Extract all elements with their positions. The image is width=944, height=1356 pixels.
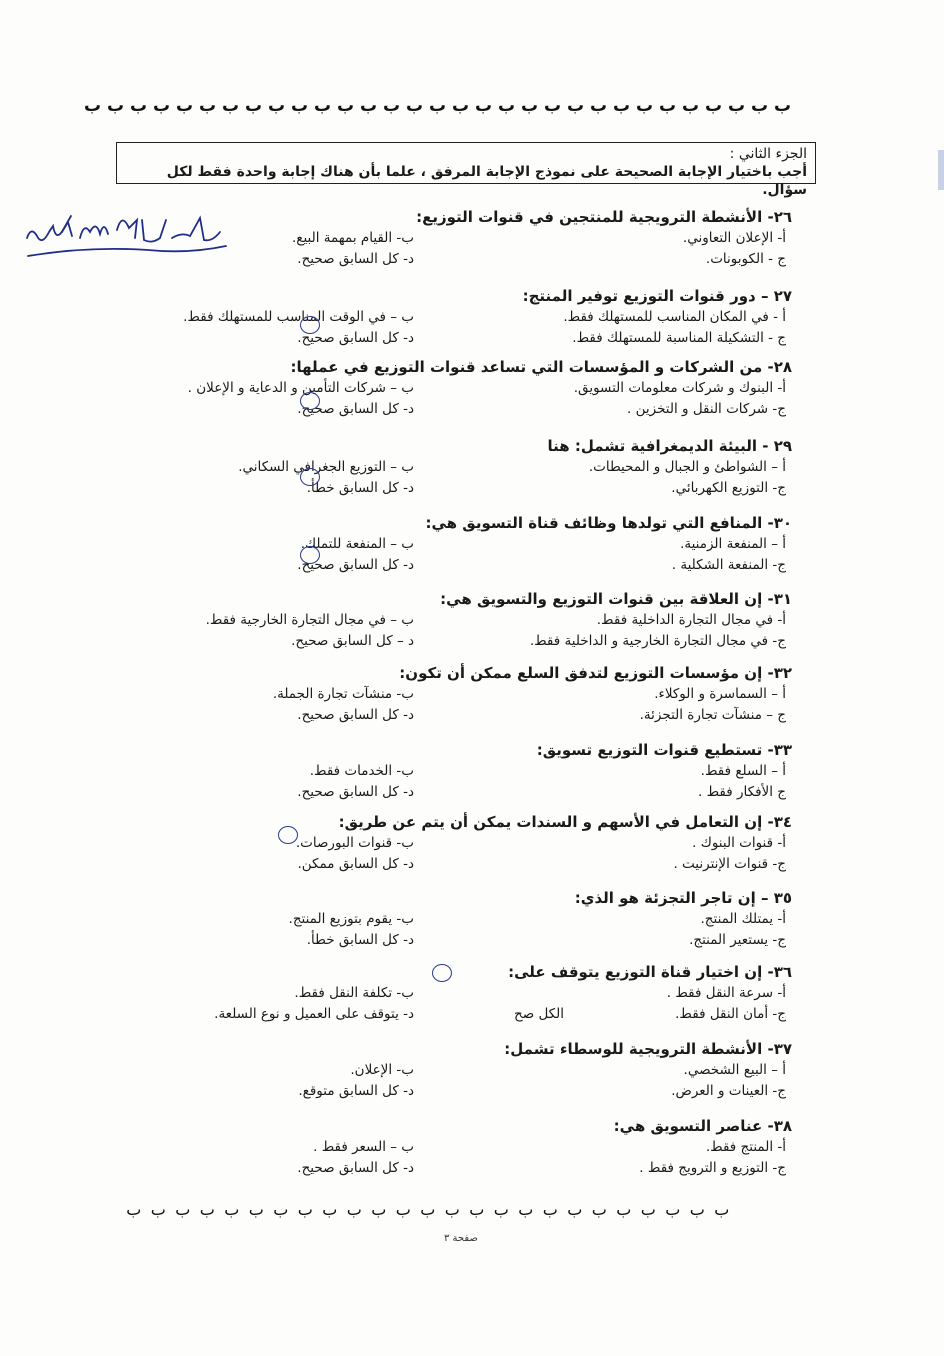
- option-c: ج الأفكار فقط .: [698, 784, 786, 800]
- option-d: د- كل السابق صحيح.: [297, 401, 414, 417]
- border-glyph: ب: [635, 96, 654, 116]
- answer-circle-mark: [432, 964, 452, 982]
- question-stem: ٣٤- إن التعامل في الأسهم و السندات يمكن أن يتم عن طريق:: [338, 813, 792, 831]
- border-glyph: ب: [493, 1200, 509, 1219]
- answer-circle-mark: [300, 468, 320, 486]
- border-glyph: ب: [129, 96, 148, 116]
- question-stem: ٣٣- تستطيع قنوات التوزيع تسويق:: [536, 741, 792, 759]
- border-glyph: ب: [640, 1200, 656, 1219]
- border-glyph: ب: [267, 96, 286, 116]
- border-glyph: ب: [428, 96, 447, 116]
- border-glyph: ب: [297, 1200, 313, 1219]
- border-glyph: ب: [451, 96, 470, 116]
- question-stem: ٢٩ - البيئة الديمغرافية تشمل: هنا: [547, 437, 792, 455]
- question-stem: ٣٦- إن اختيار قناة التوزيع يتوقف على:: [508, 963, 792, 981]
- bottom-border-row: [122, 1200, 735, 1219]
- section-instruction: أجب باختيار الإجابة الصحيحة على نموذج الإجابة المرفق ، علما بأن هناك إجابة واحدة فقط لكل سؤال.: [166, 164, 807, 198]
- option-b: ب- قنوات البورصات.: [295, 835, 414, 851]
- section-header-box: [116, 142, 816, 198]
- border-glyph: ب: [543, 96, 562, 116]
- answer-circle-mark: [300, 392, 320, 410]
- question-stem: ٢٧ – دور قنوات التوزيع توفير المنتج:: [522, 287, 792, 305]
- answer-circle-mark: [300, 546, 320, 564]
- border-glyph: ب: [773, 96, 792, 116]
- question-stem: ٢٦- الأنشطة الترويجية للمنتجين في قنوات التوزيع:: [416, 208, 792, 226]
- option-b: ب- الإعلان.: [350, 1062, 414, 1078]
- option-c: ج - التشكيلة المناسبة للمستهلك فقط.: [572, 330, 786, 346]
- border-glyph: ب: [198, 96, 217, 116]
- option-c: ج- شركات النقل و التخزين .: [627, 401, 786, 417]
- option-d: د- كل السابق خطأ.: [306, 480, 414, 496]
- page-number: صفحة ٣: [444, 1233, 478, 1244]
- border-glyph: ب: [469, 1200, 485, 1219]
- border-glyph: ب: [371, 1200, 387, 1219]
- border-glyph: ب: [175, 1200, 191, 1219]
- border-glyph: ب: [444, 1200, 460, 1219]
- border-glyph: ب: [221, 96, 240, 116]
- border-glyph: ب: [665, 1200, 681, 1219]
- option-c: ج- قنوات الإنترنيت .: [673, 856, 786, 872]
- option-c: ج- العينات و العرض.: [671, 1083, 786, 1099]
- border-glyph: ب: [567, 1200, 583, 1219]
- option-a: أ – البيع الشخصي.: [683, 1062, 786, 1078]
- option-b: ب- يقوم بتوزيع المنتج.: [288, 911, 414, 927]
- answer-circle-mark: [300, 316, 320, 334]
- border-glyph: ب: [658, 96, 677, 116]
- option-a: أ- في مجال التجارة الداخلية فقط.: [596, 612, 786, 628]
- option-d: د- كل السابق صحيح.: [297, 330, 414, 346]
- option-d: د – كل السابق صحيح.: [291, 633, 414, 649]
- border-glyph: ب: [591, 1200, 607, 1219]
- border-glyph: ب: [395, 1200, 411, 1219]
- border-glyph: ب: [336, 96, 355, 116]
- option-d: د- كل السابق ممكن.: [297, 856, 414, 872]
- border-glyph: ب: [616, 1200, 632, 1219]
- border-glyph: ب: [727, 96, 746, 116]
- option-b: ب- منشآت تجارة الجملة.: [272, 686, 414, 702]
- option-a: أ- الإعلان التعاوني.: [682, 230, 786, 246]
- option-a: أ - في المكان المناسب للمستهلك فقط.: [563, 309, 786, 325]
- border-glyph: ب: [290, 96, 309, 116]
- option-d: د- كل السابق صحيح.: [297, 557, 414, 573]
- option-a: أ – الشواطئ و الجبال و المحيطات.: [588, 459, 786, 475]
- option-b: ب – السعر فقط .: [313, 1139, 414, 1155]
- option-b: ب – التوزيع الجغرافي السكاني.: [238, 459, 414, 475]
- border-glyph: ب: [589, 96, 608, 116]
- option-b: ب – شركات التأمين و الدعاية و الإعلان .: [187, 380, 414, 396]
- option-c: ج- المنفعة الشكلية .: [671, 557, 786, 573]
- option-d: د- كل السابق صحيح.: [297, 251, 414, 267]
- border-glyph: ب: [714, 1200, 730, 1219]
- option-a: أ- يمتلك المنتج.: [700, 911, 786, 927]
- border-glyph: ب: [313, 96, 332, 116]
- border-glyph: ب: [704, 96, 723, 116]
- border-glyph: ب: [322, 1200, 338, 1219]
- option-c: ج- يستعير المنتج.: [689, 932, 786, 948]
- border-glyph: ب: [224, 1200, 240, 1219]
- handwritten-note: الكل صح: [513, 1006, 564, 1022]
- border-glyph: ب: [152, 96, 171, 116]
- handwritten-signature: [22, 208, 232, 268]
- option-b: ب – المنفعة للتملك.: [300, 536, 414, 552]
- border-glyph: ب: [689, 1200, 705, 1219]
- question-stem: ٢٨- من الشركات و المؤسسات التي تساعد قنوات التوزيع في عملها:: [290, 358, 792, 376]
- border-glyph: ب: [497, 96, 516, 116]
- option-c: ج- التوزيع و الترويج فقط .: [639, 1160, 786, 1176]
- section-title: الجزء الثاني :: [729, 146, 807, 162]
- option-a: أ – المنفعة الزمنية.: [680, 536, 786, 552]
- option-a: أ – السلع فقط.: [700, 763, 786, 779]
- question-stem: ٣٥ – إن تاجر التجزئة هو الذي:: [574, 889, 792, 907]
- border-glyph: ب: [248, 1200, 264, 1219]
- border-glyph: ب: [273, 1200, 289, 1219]
- option-d: د- كل السابق صحيح.: [297, 784, 414, 800]
- question-stem: ٣٢- إن مؤسسات التوزيع لتدفق السلع ممكن أن تكون:: [399, 664, 792, 682]
- option-b: ب – في الوقت المناسب للمستهلك فقط.: [183, 309, 414, 325]
- border-glyph: ب: [126, 1200, 142, 1219]
- option-c: ج- في مجال التجارة الخارجية و الداخلية فقط.: [529, 633, 786, 649]
- option-b: ب- الخدمات فقط.: [309, 763, 414, 779]
- option-a: أ- قنوات البنوك .: [692, 835, 786, 851]
- top-border-row: [81, 96, 794, 116]
- border-glyph: ب: [346, 1200, 362, 1219]
- option-d: د- يتوقف على العميل و نوع السلعة.: [214, 1006, 414, 1022]
- border-glyph: ب: [382, 96, 401, 116]
- border-glyph: ب: [199, 1200, 215, 1219]
- option-c: ج – منشآت تجارة التجزئة.: [639, 707, 786, 723]
- question-stem: ٣٧- الأنشطة الترويجية للوسطاء تشمل:: [504, 1040, 792, 1058]
- option-a: أ- البنوك و شركات معلومات التسويق.: [573, 380, 786, 396]
- border-glyph: ب: [681, 96, 700, 116]
- border-glyph: ب: [405, 96, 424, 116]
- border-glyph: ب: [612, 96, 631, 116]
- border-glyph: ب: [359, 96, 378, 116]
- option-d: د- كل السابق خطأ.: [306, 932, 414, 948]
- option-c: ج- أمان النقل فقط.: [675, 1006, 786, 1022]
- page-edge-shadow: [938, 150, 944, 190]
- option-b: ب – في مجال التجارة الخارجية فقط.: [205, 612, 414, 628]
- question-stem: ٣١- إن العلاقة بين قنوات التوزيع والتسويق هي:: [440, 590, 792, 608]
- option-d: د- كل السابق صحيح.: [297, 707, 414, 723]
- border-glyph: ب: [150, 1200, 166, 1219]
- border-glyph: ب: [750, 96, 769, 116]
- border-glyph: ب: [566, 96, 585, 116]
- option-c: ج- التوزيع الكهربائي.: [671, 480, 786, 496]
- option-d: د- كل السابق متوقع.: [298, 1083, 414, 1099]
- border-glyph: ب: [542, 1200, 558, 1219]
- border-glyph: ب: [474, 96, 493, 116]
- option-d: د- كل السابق صحيح.: [297, 1160, 414, 1176]
- border-glyph: ب: [420, 1200, 436, 1219]
- option-a: أ – السماسرة و الوكلاء.: [654, 686, 786, 702]
- option-c: ج - الكوبونات.: [705, 251, 786, 267]
- option-b: ب- تكلفة النقل فقط.: [294, 985, 414, 1001]
- border-glyph: ب: [106, 96, 125, 116]
- border-glyph: ب: [520, 96, 539, 116]
- answer-circle-mark: [278, 826, 298, 844]
- option-a: أ- سرعة النقل فقط .: [666, 985, 786, 1001]
- border-glyph: ب: [175, 96, 194, 116]
- question-stem: ٣٨- عناصر التسويق هي:: [613, 1117, 792, 1135]
- border-glyph: ب: [83, 96, 102, 116]
- option-a: أ- المنتج فقط.: [705, 1139, 786, 1155]
- question-stem: ٣٠- المنافع التي تولدها وظائف قناة التسويق هي:: [425, 514, 792, 532]
- option-b: ب- القيام بمهمة البيع.: [291, 230, 414, 246]
- border-glyph: ب: [518, 1200, 534, 1219]
- border-glyph: ب: [244, 96, 263, 116]
